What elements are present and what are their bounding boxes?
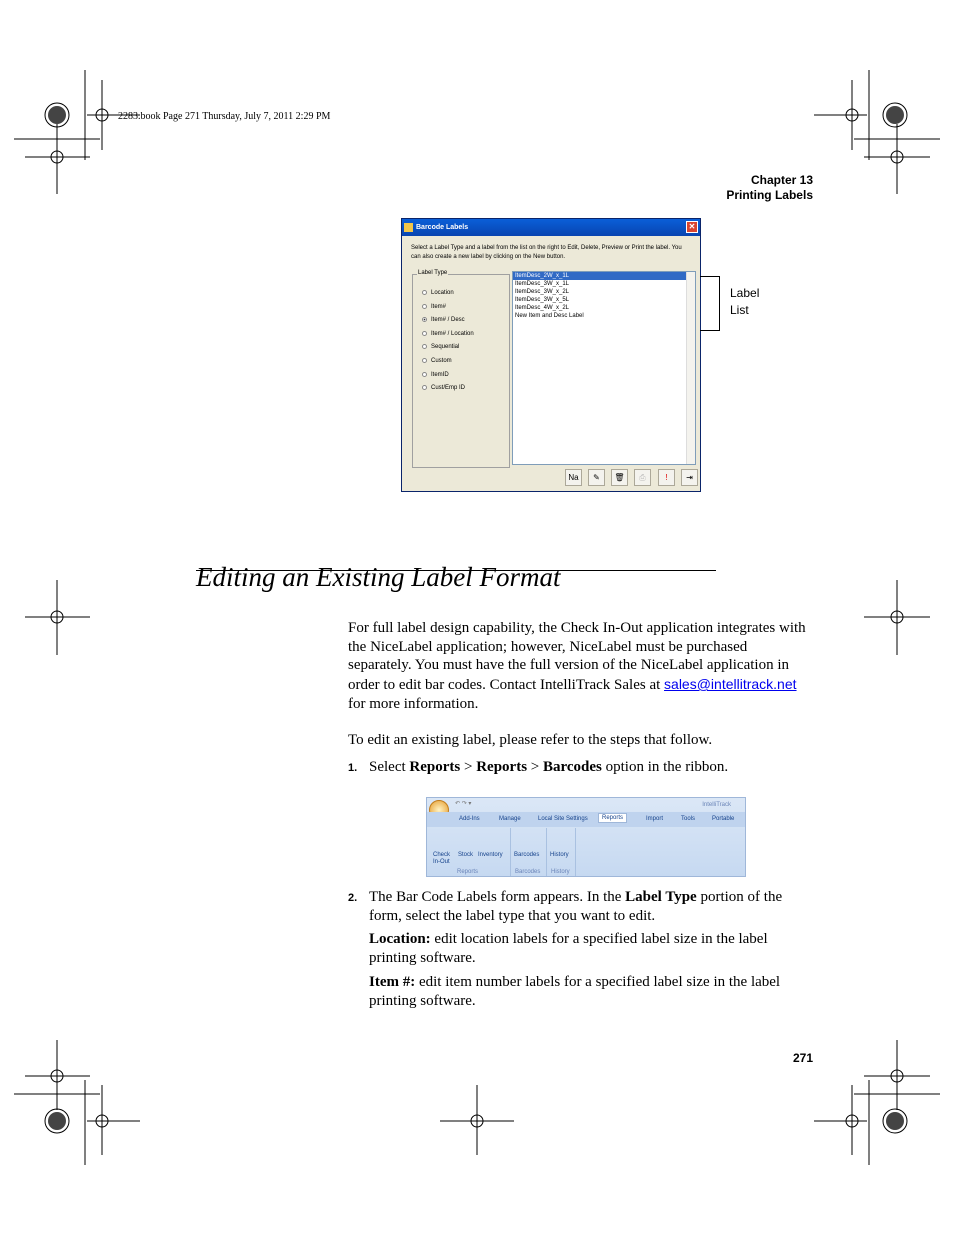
sales-email-link[interactable]: sales@intellitrack.net [664, 676, 797, 693]
step-2-number: 2. [348, 892, 358, 904]
label-type-radio[interactable] [422, 330, 474, 338]
label-type-label: Item# / Desc [431, 317, 465, 324]
inventory-button[interactable]: Inventory [478, 852, 503, 858]
ribbon-screenshot [426, 797, 746, 877]
callout-label-list [730, 285, 759, 319]
label-type-radio[interactable] [422, 343, 459, 351]
barcodes-button[interactable]: Barcodes [514, 852, 540, 858]
barcode-labels-dialog [401, 218, 701, 492]
label-type-label: Sequential [431, 344, 460, 351]
step-1-reports-2: Reports [476, 759, 528, 775]
label-type-radio[interactable] [422, 371, 449, 379]
history-button[interactable]: History [550, 852, 569, 858]
label-type-label: Cust/Emp ID [431, 385, 466, 392]
label-list-item[interactable]: ItemDesc_3W_x_5L [515, 297, 570, 303]
step-2-pre: The Bar Code Labels form appears. In the [369, 889, 626, 905]
group-label-reports: Reports [457, 869, 479, 875]
radio-button-icon[interactable] [422, 372, 427, 377]
step-1-barcodes: Barcodes [543, 759, 602, 775]
ribbon-tab[interactable]: Portable [712, 816, 735, 822]
running-header-section: Printing Labels [726, 188, 813, 202]
callout-bracket [700, 276, 720, 331]
dialog-title-bar [402, 219, 700, 236]
group-label-barcodes: Barcodes [515, 869, 541, 875]
radio-button-icon[interactable] [422, 331, 427, 336]
edit-button[interactable]: ✎ [588, 469, 605, 486]
label-type-group [412, 270, 510, 468]
label-type-label: ItemID [431, 371, 449, 378]
group-label-history: History [551, 869, 570, 875]
radio-button-icon[interactable] [422, 358, 427, 363]
step-1-sep-2: > [527, 759, 543, 775]
radio-button-icon[interactable] [422, 317, 427, 322]
step-2 [348, 888, 814, 924]
running-header-chapter: Chapter 13 [750, 173, 813, 187]
label-type-label: Item# [431, 303, 447, 310]
label-type-label: Location [431, 290, 454, 296]
label-type-label: Item# / Location [431, 330, 474, 337]
check-in-out-button[interactable] [433, 852, 450, 866]
group-separator [510, 828, 511, 876]
check-in-out-label-1: Check [433, 852, 451, 858]
label-list-scrollbar[interactable] [686, 272, 695, 464]
step-1-pre: Select [369, 759, 410, 775]
label-list-item[interactable]: ItemDesc_3W_x_1L [515, 281, 570, 287]
page-number: 271 [792, 1051, 813, 1065]
step-1-post: option in the ribbon. [601, 759, 729, 775]
intro-paragraph [348, 619, 814, 714]
check-in-out-label-2: In-Out [433, 859, 450, 865]
label-type-radio[interactable] [422, 289, 454, 297]
item-term: Item #: [369, 974, 416, 990]
radio-button-icon[interactable] [422, 385, 427, 390]
app-icon [404, 223, 413, 232]
quick-access-undo-icon[interactable]: ↶ ↷ ▾ [455, 801, 472, 807]
step-1-sep-1: > [460, 759, 477, 775]
group-separator [546, 828, 547, 876]
ribbon-tab[interactable]: Local Site Settings [538, 816, 588, 822]
label-list-item[interactable]: ItemDesc_3W_x_2L [515, 289, 570, 295]
exit-button[interactable]: ⇥ [681, 469, 698, 486]
dialog-instructions: Select a Label Type and a label from the list on the right to Edit, Delete, Preview or Print the label. You can also create a new label by clicking on the New button. [411, 245, 682, 260]
close-icon[interactable]: ✕ [686, 221, 698, 233]
callout-line-1: Label [730, 286, 760, 300]
label-list-item[interactable]: ItemDesc_4W_x_2L [515, 305, 570, 311]
stock-button[interactable]: Stock [458, 852, 474, 858]
intro-text-1: For full label design capability, the Check In-Out application integrates with the NiceLabel application; however, NiceLabel must be purchased separately. You must have the full version of the NiceLabel application in order to edit bar codes. Contact IntelliTrack Sales at [348, 620, 806, 694]
preview-button[interactable]: ⎙ [634, 469, 651, 486]
step-2-label-type: Label Type [625, 889, 697, 905]
ribbon-tab[interactable]: Reports [598, 813, 627, 823]
section-heading: Editing an Existing Label Format [196, 562, 561, 592]
step-2-post: portion of the form, select the label type that you want to edit. [369, 889, 783, 924]
radio-button-icon[interactable] [422, 344, 427, 349]
delete-button[interactable]: 🗑 [611, 469, 628, 486]
steps-intro: To edit an existing label, please refer to the steps that follow. [348, 732, 713, 748]
print-button[interactable]: ! [658, 469, 675, 486]
step-1-number: 1. [348, 762, 358, 774]
label-list[interactable] [512, 271, 696, 465]
dialog-title: Barcode Labels [416, 224, 469, 231]
item-description: edit item number labels for a specified label size in the label printing software. [369, 974, 781, 1009]
ribbon-tab[interactable]: Import [646, 816, 664, 822]
step-1 [348, 758, 818, 778]
label-type-label: Custom [431, 358, 452, 364]
ribbon-tab[interactable]: Tools [681, 816, 696, 822]
label-type-radio[interactable] [422, 384, 465, 392]
callout-line-2: List [730, 303, 749, 317]
label-list-item[interactable]: ItemDesc_2W_x_1L [513, 272, 686, 280]
ribbon-app-title: IntelliTrack [702, 802, 731, 808]
label-type-group-title: Label Type [418, 270, 448, 276]
location-paragraph [369, 930, 809, 967]
radio-button-icon[interactable] [422, 304, 427, 309]
location-term: Location: [369, 931, 431, 947]
print-header: 2283.book Page 271 Thursday, July 7, 2011 2:29 PM [118, 111, 331, 122]
location-description: edit location labels for a specified label size in the label printing software. [369, 931, 768, 966]
intro-text-2: for more information. [348, 695, 479, 712]
radio-button-icon[interactable] [422, 290, 427, 295]
label-type-radio[interactable] [422, 357, 452, 365]
label-list-item[interactable]: New Item and Desc Label [515, 313, 584, 319]
item-paragraph [369, 973, 809, 1010]
ribbon-tab[interactable]: Add-Ins [459, 816, 480, 822]
label-type-radio[interactable] [422, 316, 465, 324]
label-type-radio[interactable] [422, 303, 446, 311]
step-1-reports-1: Reports [409, 759, 461, 775]
new-button[interactable]: Na [565, 469, 582, 486]
group-separator [575, 828, 576, 876]
ribbon-tab[interactable]: Manage [499, 816, 521, 822]
